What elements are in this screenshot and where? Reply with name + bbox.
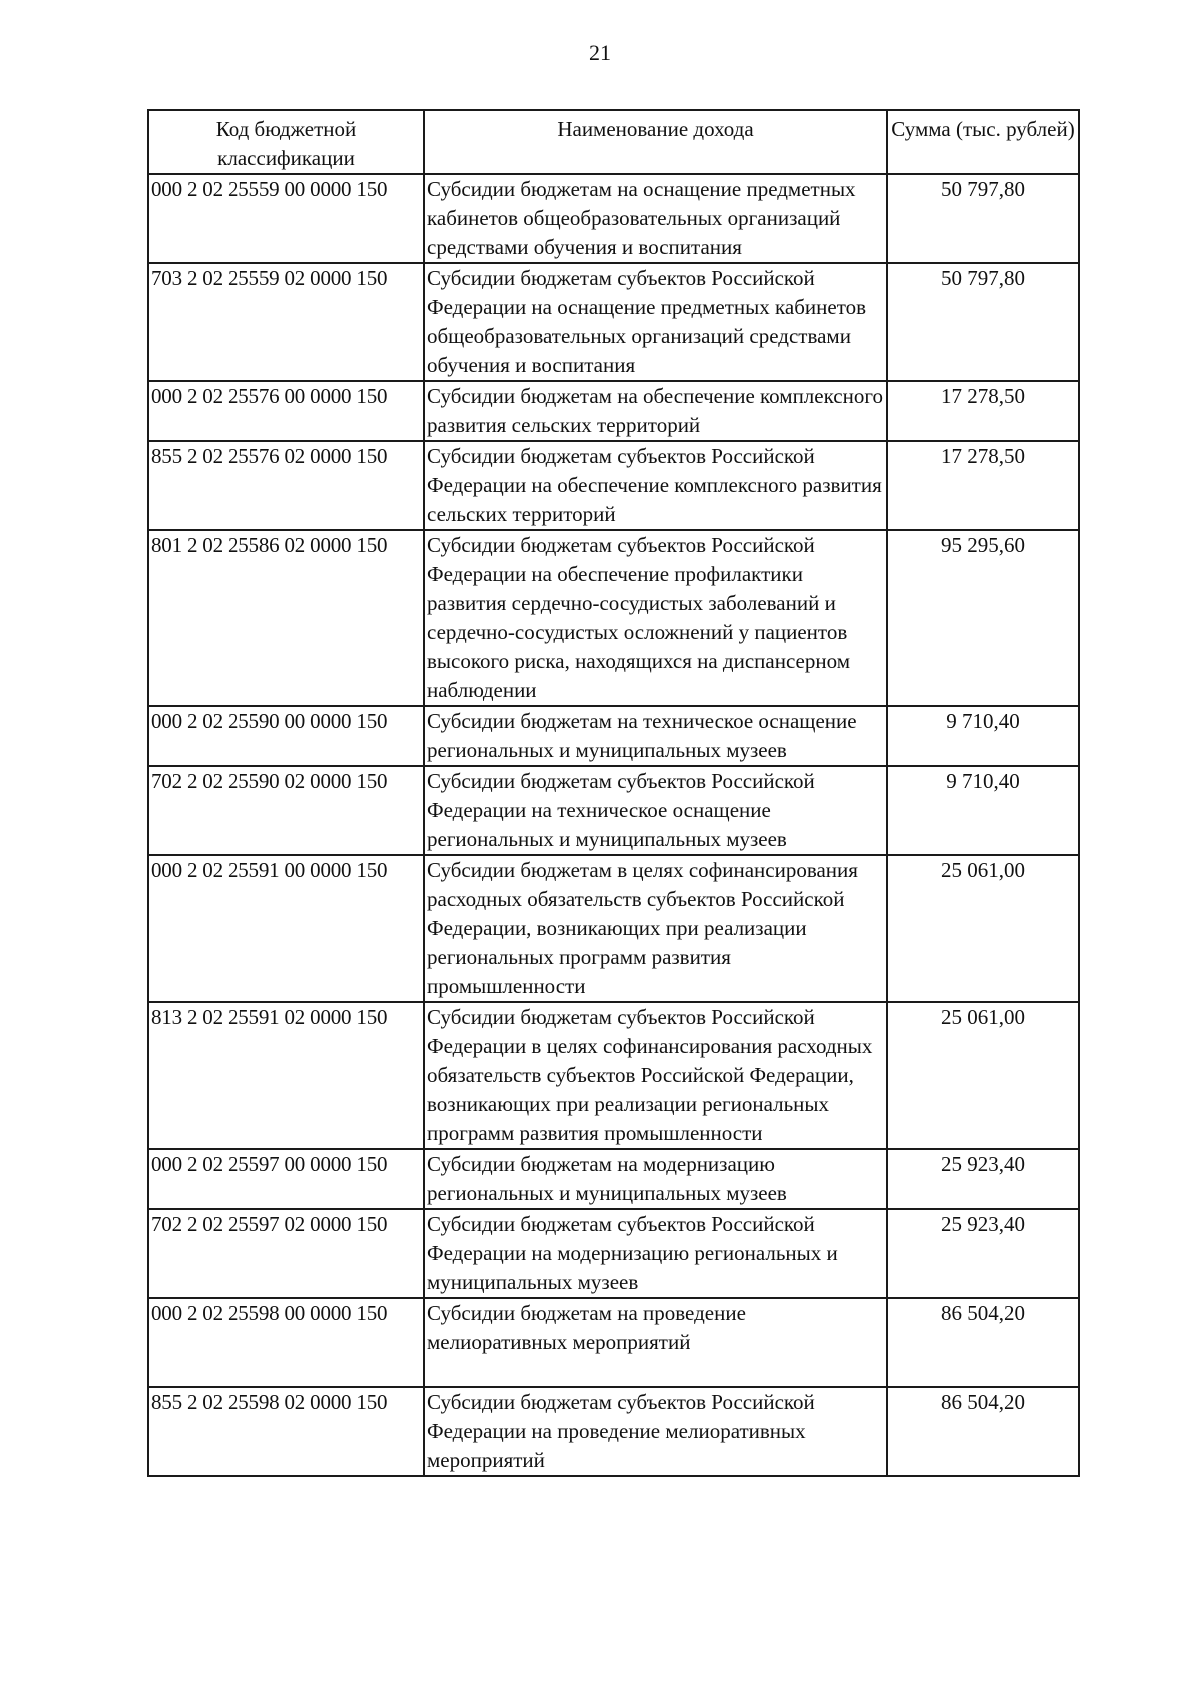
income-name-cell: Субсидии бюджетам на проведение мелиоративных мероприятий: [424, 1298, 887, 1387]
sum-cell: 9 710,40: [887, 766, 1079, 855]
income-name-cell: Субсидии бюджетам субъектов Российской Федерации на обеспечение профилактики развития сердечно-сосудистых заболеваний и сердечно-сосудистых осложнений у пациентов высокого риска, находящихся на диспансерном наблюдении: [424, 530, 887, 706]
sum-cell: 25 923,40: [887, 1149, 1079, 1209]
income-name-cell: Субсидии бюджетам субъектов Российской Федерации на проведение мелиоративных мероприятий: [424, 1387, 887, 1476]
table-row: [148, 1149, 1079, 1209]
sum-cell: 86 504,20: [887, 1298, 1079, 1387]
budget-code-cell: 702 2 02 25597 02 0000 150: [148, 1209, 424, 1298]
income-name-cell: Субсидии бюджетам субъектов Российской Федерации на оснащение предметных кабинетов общеобразовательных организаций средствами обучения и воспитания: [424, 263, 887, 381]
income-name-cell: Субсидии бюджетам субъектов Российской Федерации на техническое оснащение региональных и муниципальных музеев: [424, 766, 887, 855]
budget-code-cell: 000 2 02 25598 00 0000 150: [148, 1298, 424, 1387]
budget-code-cell: 703 2 02 25559 02 0000 150: [148, 263, 424, 381]
budget-code-cell: 855 2 02 25598 02 0000 150: [148, 1387, 424, 1476]
income-name-cell: Субсидии бюджетам субъектов Российской Федерации на обеспечение комплексного развития сельских территорий: [424, 441, 887, 530]
header-sum: Сумма (тыс. рублей): [887, 110, 1079, 174]
budget-code-cell: 000 2 02 25591 00 0000 150: [148, 855, 424, 1002]
sum-cell: 86 504,20: [887, 1387, 1079, 1476]
sum-cell: 50 797,80: [887, 174, 1079, 263]
budget-code-cell: 813 2 02 25591 02 0000 150: [148, 1002, 424, 1149]
budget-code-cell: 000 2 02 25597 00 0000 150: [148, 1149, 424, 1209]
budget-code-cell: 702 2 02 25590 02 0000 150: [148, 766, 424, 855]
income-name-cell: Субсидии бюджетам субъектов Российской Федерации на модернизацию региональных и муниципальных музеев: [424, 1209, 887, 1298]
budget-code-cell: 801 2 02 25586 02 0000 150: [148, 530, 424, 706]
income-name-cell: Субсидии бюджетам в целях софинансирования расходных обязательств субъектов Российской Федерации, возникающих при реализации региональных программ развития промышленности: [424, 855, 887, 1002]
income-name-cell: Субсидии бюджетам субъектов Российской Федерации в целях софинансирования расходных обязательств субъектов Российской Федерации, возникающих при реализации региональных программ развития промышленности: [424, 1002, 887, 1149]
income-name-cell: Субсидии бюджетам на оснащение предметных кабинетов общеобразовательных организаций средствами обучения и воспитания: [424, 174, 887, 263]
sum-cell: 17 278,50: [887, 381, 1079, 441]
budget-code-cell: 855 2 02 25576 02 0000 150: [148, 441, 424, 530]
table-row: [148, 530, 1079, 706]
table-row: [148, 1298, 1079, 1387]
table-row: [148, 1209, 1079, 1298]
budget-code-cell: 000 2 02 25576 00 0000 150: [148, 381, 424, 441]
sum-cell: 9 710,40: [887, 706, 1079, 766]
sum-cell: 25 061,00: [887, 1002, 1079, 1149]
income-name-cell: Субсидии бюджетам на модернизацию региональных и муниципальных музеев: [424, 1149, 887, 1209]
sum-cell: 17 278,50: [887, 441, 1079, 530]
sum-cell: 50 797,80: [887, 263, 1079, 381]
table-row: [148, 263, 1079, 381]
table-row: [148, 706, 1079, 766]
header-code: Код бюджетной классификации: [148, 110, 424, 174]
table-row: [148, 174, 1079, 263]
table-row: [148, 1387, 1079, 1476]
header-name: Наименование дохода: [424, 110, 887, 174]
sum-cell: 25 061,00: [887, 855, 1079, 1002]
income-name-cell: Субсидии бюджетам на техническое оснащение региональных и муниципальных музеев: [424, 706, 887, 766]
table-header-row: [148, 110, 1079, 174]
budget-code-cell: 000 2 02 25559 00 0000 150: [148, 174, 424, 263]
page-number: 21: [589, 40, 611, 65]
table-row: [148, 1002, 1079, 1149]
table-row: [148, 766, 1079, 855]
sum-cell: 95 295,60: [887, 530, 1079, 706]
table-row: [148, 855, 1079, 1002]
income-name-cell: Субсидии бюджетам на обеспечение комплексного развития сельских территорий: [424, 381, 887, 441]
table-row: [148, 441, 1079, 530]
sum-cell: 25 923,40: [887, 1209, 1079, 1298]
budget-code-cell: 000 2 02 25590 00 0000 150: [148, 706, 424, 766]
table-row: [148, 381, 1079, 441]
budget-revenue-table: [147, 109, 1080, 1477]
